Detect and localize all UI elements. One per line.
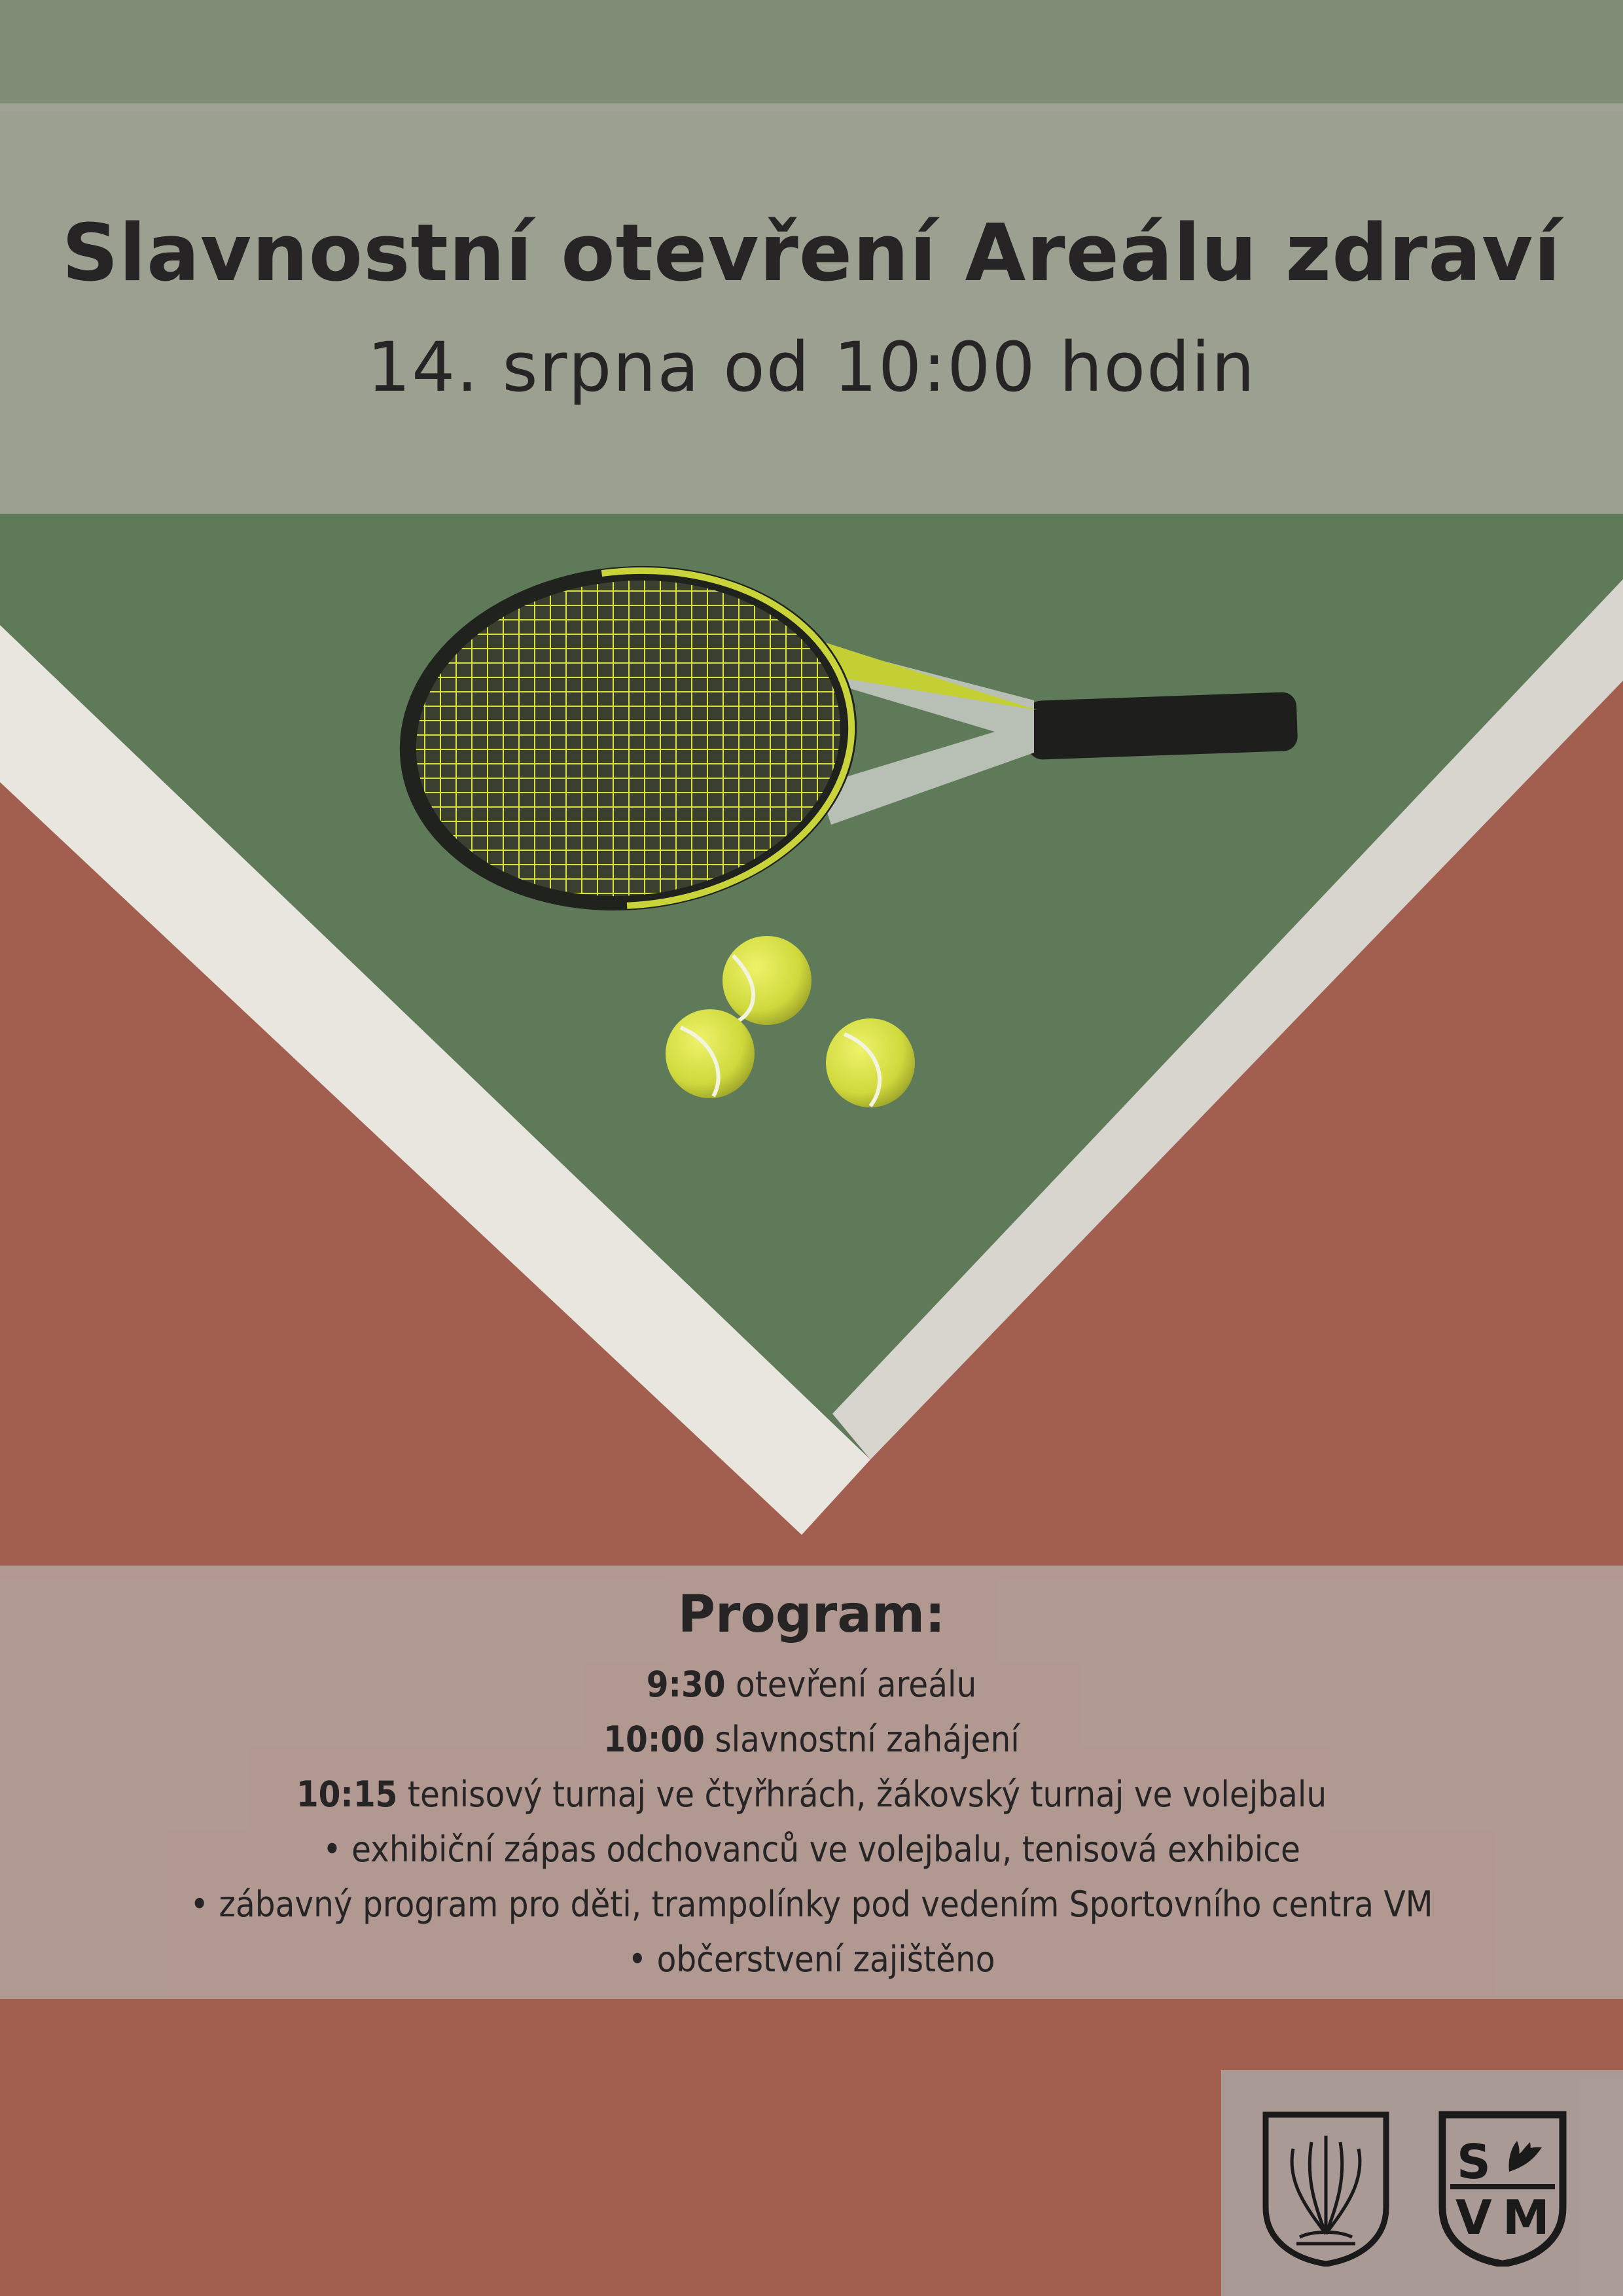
logo-box — [1221, 2070, 1623, 2296]
tennis-ball-right — [826, 1018, 915, 1107]
municipal-coat-of-arms-icon — [1260, 2109, 1391, 2267]
program-item-time: 10:00 — [603, 1719, 705, 1760]
program-item-text: • občerstvení zajištěno — [628, 1939, 995, 1980]
shell-motif-icon — [1509, 2141, 1543, 2172]
svm-letter-m: M — [1503, 2190, 1550, 2245]
program-item-time: 10:15 — [296, 1774, 398, 1815]
event-date-time: 14. srpna od 10:00 hodin — [367, 327, 1256, 407]
program-item-text: • zábavný program pro děti, trampolínky pod vedením Sportovního centra VM — [190, 1884, 1433, 1925]
program-list — [0, 1657, 1623, 1987]
program-item — [0, 1877, 1623, 1932]
program-item — [0, 1712, 1623, 1767]
program-heading: Program: — [677, 1585, 946, 1644]
program-item — [0, 1657, 1623, 1712]
program-item-text: tenisový turnaj ve čtyřhrách, žákovský turnaj ve volejbalu — [397, 1774, 1327, 1815]
program-item-text: slavnostní zahájení — [704, 1719, 1020, 1760]
program-item-text: otevření areálu — [725, 1664, 977, 1705]
svm-shield-icon — [1437, 2109, 1568, 2267]
tennis-ball-top — [722, 936, 812, 1025]
event-title: Slavnostní otevření Areálu zdraví — [62, 208, 1561, 299]
program-item-time: 9:30 — [646, 1664, 726, 1705]
title-band — [0, 103, 1623, 514]
top-strip — [0, 0, 1623, 111]
program-item — [0, 1822, 1623, 1877]
svm-letter-v: V — [1455, 2190, 1492, 2245]
program-item — [0, 1767, 1623, 1822]
program-item — [0, 1932, 1623, 1987]
racket-grip — [1027, 692, 1298, 760]
svm-letter-s: S — [1457, 2134, 1491, 2189]
program-item-text: • exhibiční zápas odchovanců ve volejbalu, tenisová exhibice — [323, 1829, 1300, 1870]
